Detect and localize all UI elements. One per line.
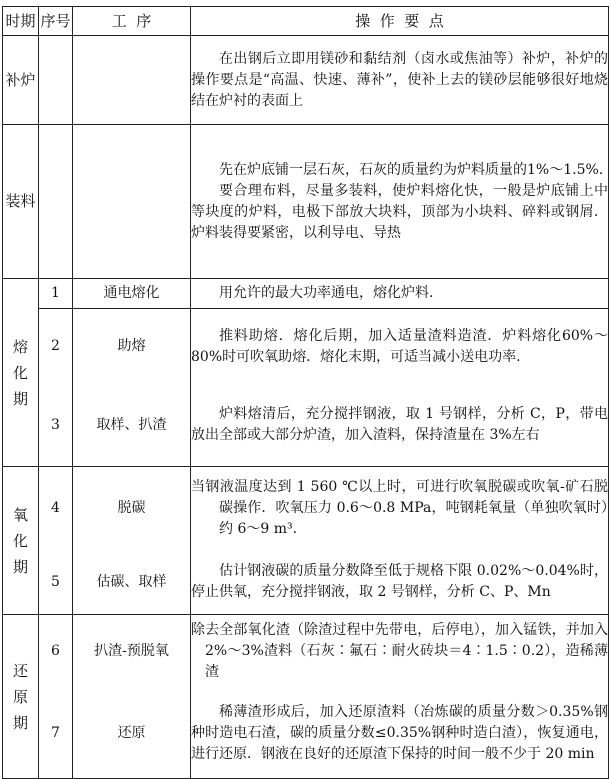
seq-cell: 2	[39, 309, 73, 385]
period-cell: 补炉	[3, 36, 39, 125]
desc-text: 炉料熔清后，充分搅拌钢液，取 1 号钢样，分析 C，P，带电放出全部或大部分炉渣，加入渣料，保持渣量在 3%左右	[191, 406, 608, 444]
period-cell	[3, 615, 39, 779]
period-cell	[3, 467, 39, 615]
desc-cell	[191, 36, 609, 125]
table-row	[3, 309, 609, 385]
desc-cell	[191, 309, 609, 385]
table-row	[3, 551, 609, 615]
header-step: 工 序	[73, 7, 191, 36]
table-row	[3, 615, 609, 689]
desc-text: 用允许的最大功率通电，熔化炉料.	[219, 285, 434, 301]
step-cell	[73, 36, 191, 125]
step-cell: 还原	[73, 689, 191, 779]
header-period: 时期	[3, 7, 39, 36]
step-cell: 取样、扒渣	[73, 385, 191, 467]
seq-cell: 5	[39, 551, 73, 615]
desc-cell	[191, 385, 609, 467]
period-char: 原	[12, 687, 28, 706]
desc-text: 要合理布料，尽量多装料，使炉料熔化快，一般是炉底铺上中等块度的炉料，电极下部放大块料，顶部为小块料、碎料或钢屑．炉料装得要紧密，以利导电、导热	[191, 182, 608, 241]
period-char: 化	[12, 363, 28, 382]
table-row	[3, 279, 609, 309]
step-cell	[73, 125, 191, 279]
seq-cell	[39, 36, 73, 125]
period-cell: 装料	[3, 125, 39, 279]
table-row	[3, 385, 609, 467]
header-seq: 序号	[39, 7, 73, 36]
seq-cell: 6	[39, 615, 73, 689]
step-cell: 通电熔化	[73, 279, 191, 309]
desc-text: 推料助熔．熔化后期，加入适量渣料造渣．炉料熔化60%～80%时可吹氧助熔．熔化末期，可适当减小送电功率.	[191, 327, 608, 365]
seq-cell	[39, 125, 73, 279]
desc-text: 稀薄渣形成后，加入还原渣料（冶炼碳的质量分数＞0.35%钢种时造电石渣，碳的质量分数≤0.35%钢种时造白渣），恢复通电，进行还原．钢液在良好的还原渣下保持的时间一般不少于 20 min	[191, 703, 608, 762]
process-table	[2, 6, 609, 779]
period-char: 还	[12, 661, 28, 680]
period-cell	[3, 279, 39, 467]
period-char: 期	[12, 713, 28, 732]
desc-cell	[191, 467, 609, 551]
period-char: 氧	[12, 505, 28, 524]
step-cell: 脱碳	[73, 467, 191, 551]
table-row	[3, 467, 609, 551]
desc-cell	[191, 125, 609, 279]
desc-cell	[191, 551, 609, 615]
table-row	[3, 125, 609, 279]
desc-text: 除去全部氧化渣（除渣过程中先带电，后停电），加入锰铁，并加入 2%～3%渣料（石灰∶氟石∶耐火砖块＝4∶1.5∶0.2），造稀薄渣	[191, 622, 608, 681]
desc-text: 估计钢液碳的质量分数降至低于规格下限 0.02%～0.04%时，停止供氧，充分搅拌钢液，取 2 号钢样，分析 C、P、Mn	[191, 563, 608, 601]
desc-text: 当钢液温度达到 1 560 ℃以上时，可进行吹氧脱碳或吹氧-矿石脱碳操作．吹氧压力 0.6～0.8 MPa，吨钢耗氧量（单独吹氧时）约 6～9 m³.	[191, 479, 608, 538]
seq-cell: 3	[39, 385, 73, 467]
header-row	[3, 7, 609, 36]
period-char: 化	[12, 531, 28, 550]
desc-cell	[191, 615, 609, 689]
seq-cell: 4	[39, 467, 73, 551]
seq-cell: 1	[39, 279, 73, 309]
table-row	[3, 36, 609, 125]
header-points: 操 作 要 点	[191, 7, 609, 36]
table-row	[3, 689, 609, 779]
period-char: 熔	[12, 337, 28, 356]
period-char: 期	[12, 389, 28, 408]
desc-cell	[191, 279, 609, 309]
seq-cell: 7	[39, 689, 73, 779]
step-cell: 助熔	[73, 309, 191, 385]
desc-cell	[191, 689, 609, 779]
step-cell: 扒渣-预脱氧	[73, 615, 191, 689]
desc-text: 在出钢后立即用镁砂和黏结剂（卤水或焦油等）补炉，补炉的操作要点是“高温、快速、薄补”，使补上去的镁砂层能够很好地烧结在炉衬的表面上	[191, 50, 608, 109]
step-cell: 估碳、取样	[73, 551, 191, 615]
period-char: 期	[12, 557, 28, 576]
desc-text: 先在炉底铺一层石灰，石灰的质量约为炉料质量的1%～1.5%.	[219, 161, 604, 178]
